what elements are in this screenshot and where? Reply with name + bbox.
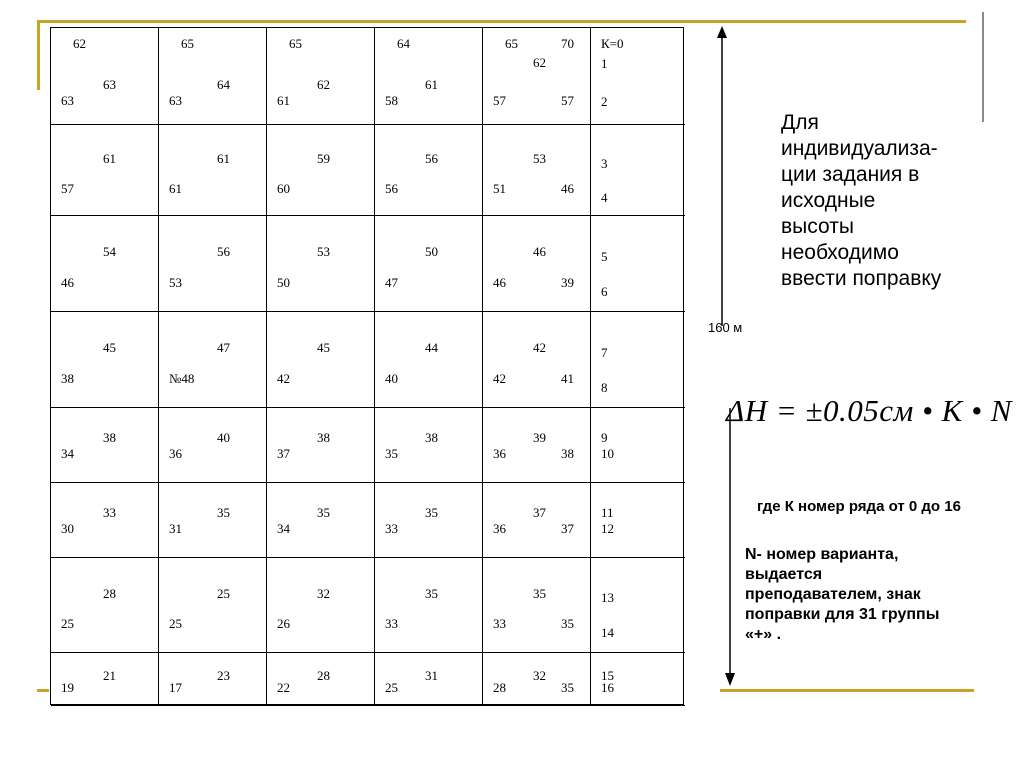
elevation-value: 58 — [385, 93, 398, 108]
elevation-value: 62 — [533, 55, 546, 70]
grid-cell — [375, 28, 483, 125]
elevation-value: 28 — [493, 680, 506, 695]
elevation-value: 42 — [533, 340, 546, 355]
elevation-value: 40 — [385, 371, 398, 386]
explanation-line: выдается — [745, 566, 823, 583]
elevation-value: 30 — [61, 521, 74, 536]
bottom-left-gold-line — [37, 689, 49, 692]
elevation-value: 23 — [217, 668, 230, 683]
elevation-value: 37 — [533, 505, 546, 520]
grid-cell — [51, 558, 159, 653]
grid-cell — [51, 408, 159, 483]
grid-cell — [375, 483, 483, 558]
elevation-value: 53 — [317, 244, 330, 259]
elevation-value: 57 — [61, 181, 74, 196]
elevation-value: 61 — [425, 77, 438, 92]
elevation-value: 31 — [169, 521, 182, 536]
row-number: 14 — [601, 625, 614, 640]
elevation-value: 35 — [533, 586, 546, 601]
row-number-cell — [591, 28, 685, 125]
elevation-value: 61 — [277, 93, 290, 108]
elevation-value: 51 — [493, 181, 506, 196]
elevation-value: 46 — [533, 244, 546, 259]
row-number: К=0 — [601, 36, 624, 51]
row-number: 9 — [601, 430, 608, 445]
elevation-value: №48 — [169, 371, 195, 386]
elevation-value: 33 — [385, 521, 398, 536]
grid-cell — [51, 653, 159, 706]
grid-cell — [159, 558, 267, 653]
elevation-value: 32 — [317, 586, 330, 601]
elevation-value: 38 — [317, 430, 330, 445]
note-line: Для — [781, 111, 819, 134]
grid-cell — [483, 653, 591, 706]
elevation-value: 25 — [61, 616, 74, 631]
scale-label: 160 м — [708, 320, 743, 335]
elevation-value: 36 — [493, 446, 506, 461]
grid-cell — [267, 483, 375, 558]
grid-cell — [375, 558, 483, 653]
note-line: необходимо — [781, 241, 899, 264]
elevation-value: 47 — [385, 275, 398, 290]
elevation-value: 57 — [561, 93, 574, 108]
elevation-value: 39 — [533, 430, 546, 445]
elevation-value: 61 — [169, 181, 182, 196]
grid-cell — [483, 125, 591, 216]
elevation-value: 28 — [317, 668, 330, 683]
explanation-block — [745, 545, 939, 645]
elevation-value: 38 — [61, 371, 74, 386]
elevation-value: 38 — [103, 430, 116, 445]
note-line: исходные — [781, 189, 876, 212]
elevation-value: 35 — [425, 505, 438, 520]
grid-cell — [483, 28, 591, 125]
explanation-line: «+» . — [745, 626, 782, 643]
row-number-cell — [591, 408, 685, 483]
elevation-value: 36 — [493, 521, 506, 536]
elevation-value: 65 — [289, 36, 302, 51]
elevation-value: 65 — [181, 36, 194, 51]
row-number: 16 — [601, 680, 614, 695]
grid-cell — [51, 125, 159, 216]
elevation-value: 46 — [61, 275, 74, 290]
row-number: 1 — [601, 56, 608, 71]
elevation-value: 35 — [561, 616, 574, 631]
row-number-cell — [591, 483, 685, 558]
left-gold-line — [37, 20, 40, 90]
elevation-value: 41 — [561, 371, 574, 386]
elevation-value: 39 — [561, 275, 574, 290]
grid-cell — [159, 653, 267, 706]
elevation-value: 37 — [561, 521, 574, 536]
note-line: высоты — [781, 215, 854, 238]
grid-cell — [267, 125, 375, 216]
row-number: 3 — [601, 156, 608, 171]
elevation-value: 65 — [505, 36, 518, 51]
grid-cell — [483, 312, 591, 408]
correction-formula: ΔH = ±0.05см • K • N — [726, 393, 1012, 428]
note-line: ции задания в — [781, 163, 920, 186]
grid-cell — [375, 125, 483, 216]
elevation-value: 35 — [561, 680, 574, 695]
explanation-line: преподавателем, знак — [745, 586, 921, 603]
grid-cell — [375, 312, 483, 408]
elevation-value: 47 — [217, 340, 230, 355]
elevation-value: 60 — [277, 181, 290, 196]
grid-cell — [159, 483, 267, 558]
explanation-line-1: где К номер ряда от 0 до 16 — [757, 498, 961, 515]
row-number: 4 — [601, 190, 608, 205]
elevation-value: 25 — [169, 616, 182, 631]
elevation-value: 63 — [169, 93, 182, 108]
elevation-value: 53 — [169, 275, 182, 290]
elevation-value: 28 — [103, 586, 116, 601]
note-text — [781, 110, 941, 292]
grid-cell — [267, 216, 375, 312]
row-number: 12 — [601, 521, 614, 536]
row-number-cell — [591, 312, 685, 408]
scale-arrow-lower — [722, 408, 738, 688]
grid-cell — [51, 216, 159, 312]
explanation-line: поправки для 31 группы — [745, 606, 940, 623]
row-number: 11 — [601, 505, 614, 520]
elevation-value: 33 — [385, 616, 398, 631]
grid-cell — [375, 408, 483, 483]
grid-cell — [375, 216, 483, 312]
elevation-value: 62 — [317, 77, 330, 92]
elevation-value: 33 — [493, 616, 506, 631]
bottom-gold-line — [720, 689, 974, 692]
elevation-value: 56 — [385, 181, 398, 196]
elevation-value: 38 — [561, 446, 574, 461]
elevation-value: 38 — [425, 430, 438, 445]
grid-cell — [483, 216, 591, 312]
elevation-value: 46 — [493, 275, 506, 290]
elevation-value: 36 — [169, 446, 182, 461]
row-number: 2 — [601, 94, 608, 109]
elevation-value: 50 — [425, 244, 438, 259]
elevation-value: 21 — [103, 668, 116, 683]
grid-cell — [159, 408, 267, 483]
elevation-value: 57 — [493, 93, 506, 108]
elevation-grid — [50, 27, 684, 705]
elevation-value: 44 — [425, 340, 438, 355]
elevation-value: 64 — [397, 36, 410, 51]
elevation-value: 35 — [317, 505, 330, 520]
elevation-value: 25 — [385, 680, 398, 695]
row-number: 7 — [601, 345, 608, 360]
elevation-value: 34 — [277, 521, 290, 536]
row-number: 6 — [601, 284, 608, 299]
grid-cell — [267, 312, 375, 408]
right-grey-line — [982, 12, 984, 122]
elevation-value: 59 — [317, 151, 330, 166]
grid-cell — [159, 125, 267, 216]
note-line: ввести поправку — [781, 267, 942, 290]
elevation-value: 63 — [61, 93, 74, 108]
elevation-value: 64 — [217, 77, 230, 92]
note-line: индивидуализа- — [781, 137, 938, 160]
elevation-value: 37 — [277, 446, 290, 461]
row-number: 15 — [601, 668, 614, 683]
elevation-value: 61 — [217, 151, 230, 166]
grid-cell — [159, 28, 267, 125]
grid-cell — [51, 312, 159, 408]
grid-cell — [483, 408, 591, 483]
grid-cell — [51, 483, 159, 558]
elevation-value: 19 — [61, 680, 74, 695]
elevation-value: 56 — [217, 244, 230, 259]
grid-cell — [267, 653, 375, 706]
elevation-value: 42 — [493, 371, 506, 386]
elevation-value: 56 — [425, 151, 438, 166]
elevation-value: 35 — [385, 446, 398, 461]
top-gold-line — [37, 20, 966, 23]
grid-cell — [375, 653, 483, 706]
elevation-value: 46 — [561, 181, 574, 196]
elevation-value: 26 — [277, 616, 290, 631]
elevation-value: 53 — [533, 151, 546, 166]
grid-cell — [51, 28, 159, 125]
elevation-value: 33 — [103, 505, 116, 520]
elevation-value: 70 — [561, 36, 574, 51]
grid-cell — [159, 216, 267, 312]
explanation-line: N- номер варианта, — [745, 546, 899, 563]
elevation-value: 22 — [277, 680, 290, 695]
elevation-value: 45 — [317, 340, 330, 355]
elevation-value: 63 — [103, 77, 116, 92]
elevation-value: 50 — [277, 275, 290, 290]
row-number-cell — [591, 558, 685, 653]
row-number-cell — [591, 216, 685, 312]
row-number: 10 — [601, 446, 614, 461]
elevation-value: 42 — [277, 371, 290, 386]
row-number: 8 — [601, 380, 608, 395]
grid-cell — [267, 408, 375, 483]
elevation-value: 34 — [61, 446, 74, 461]
row-number: 5 — [601, 249, 608, 264]
grid-cell — [483, 483, 591, 558]
elevation-value: 62 — [73, 36, 86, 51]
grid-cell — [267, 558, 375, 653]
elevation-value: 17 — [169, 680, 182, 695]
elevation-value: 35 — [217, 505, 230, 520]
elevation-value: 45 — [103, 340, 116, 355]
elevation-value: 32 — [533, 668, 546, 683]
row-number-cell — [591, 125, 685, 216]
grid-cell — [267, 28, 375, 125]
grid-cell — [159, 312, 267, 408]
elevation-value: 54 — [103, 244, 116, 259]
elevation-value: 35 — [425, 586, 438, 601]
row-number: 13 — [601, 590, 614, 605]
elevation-value: 25 — [217, 586, 230, 601]
row-number-cell — [591, 653, 685, 706]
elevation-value: 40 — [217, 430, 230, 445]
elevation-value: 61 — [103, 151, 116, 166]
elevation-value: 31 — [425, 668, 438, 683]
grid-cell — [483, 558, 591, 653]
